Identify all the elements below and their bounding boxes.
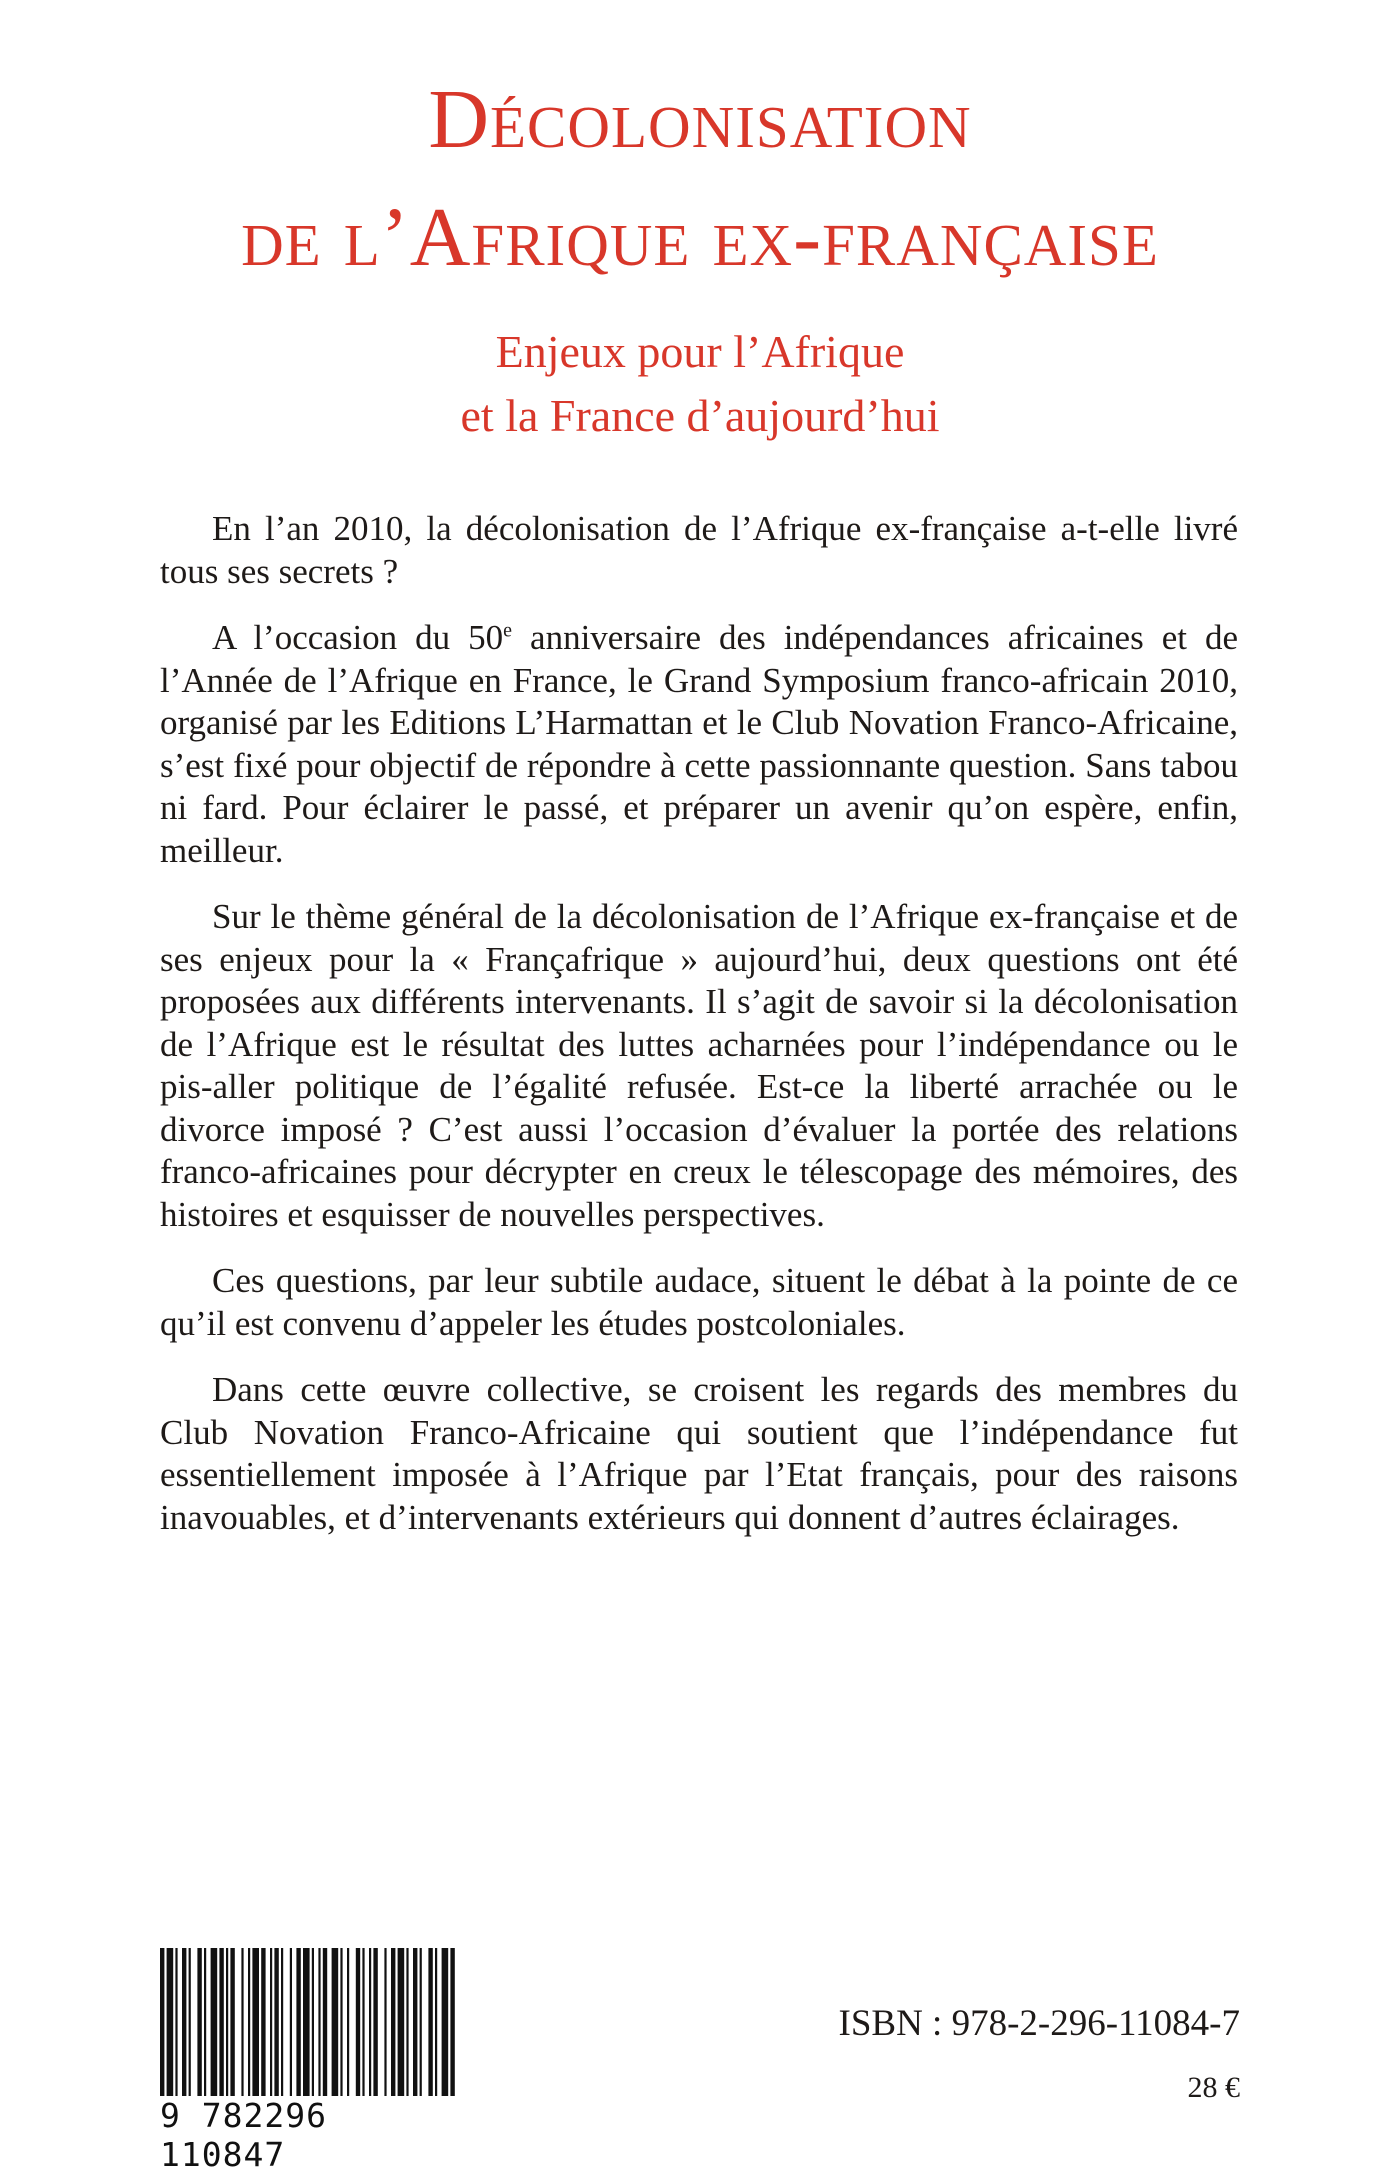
barcode-bar — [406, 1948, 408, 2096]
barcode-bar — [303, 1948, 310, 2113]
price: 28 € — [1187, 2071, 1240, 2104]
barcode-bar — [290, 1948, 292, 2096]
barcode-bar — [373, 1948, 377, 2096]
blurb — [160, 508, 1238, 1563]
isbn: ISBN : 978-2-296-11084-7 — [838, 2003, 1240, 2044]
barcode-bar — [428, 1948, 432, 2096]
barcode-bars — [158, 1948, 458, 2113]
blurb-paragraph-3: Sur le thème général de la décolonisation de l’Afrique ex-française et de ses enjeux pour la « Françafrique » aujourd’hui, deux questions ont été proposées aux différents intervenants. Il s’agit de savoir si la décolonisation de l’Afrique est le résultat des luttes acharnées pour l’indépendance ou le pis-aller politique de l’égalité refusée. Est-ce la liberté arrachée ou le divorce imposé ? C’est aussi l’occasion d’évaluer la portée des relations franco-africaines pour décrypter en creux le télescopage des mémoires, des histoires et esquisser de nouvelles perspectives. — [160, 897, 1238, 1234]
title-block — [0, 73, 1400, 448]
ordinal-superscript: e — [503, 619, 513, 642]
barcode-bar — [391, 1948, 395, 2096]
barcode-bar — [230, 1948, 234, 2096]
barcode-digits: 9 782296 110847 — [158, 2096, 460, 2174]
barcode-bar — [435, 1948, 437, 2096]
barcode-bar — [450, 1948, 454, 2113]
subtitle-line-1: Enjeux pour l’Afrique — [495, 326, 905, 377]
barcode-bar — [340, 1948, 342, 2096]
barcode-bar — [197, 1948, 201, 2096]
book-title-line-2: de l’Afrique ex-française — [241, 191, 1159, 284]
subtitle-line-2: et la France d’aujourd’hui — [460, 390, 940, 441]
barcode-bar — [312, 1948, 314, 2113]
barcode-bar — [369, 1948, 371, 2096]
barcode-bar — [219, 1948, 223, 2096]
barcode-bar — [274, 1948, 278, 2096]
barcode-bar — [182, 1948, 186, 2096]
barcode-bar — [356, 1948, 360, 2096]
barcode-bar — [261, 1948, 265, 2096]
blurb-paragraph-2 — [160, 617, 1238, 872]
barcode-bar — [413, 1948, 417, 2096]
barcode-bar — [442, 1948, 449, 2096]
blurb-paragraph-4: Ces questions, par leur subtile audace, situent le débat à la pointe de ce qu’il est convenu d’appeler les études postcoloniales. — [160, 1261, 1238, 1343]
barcode-bar — [248, 1948, 250, 2096]
barcode-bar — [332, 1948, 339, 2096]
barcode-bar — [241, 1948, 243, 2096]
blurb-paragraph-5: Dans cette œuvre collective, se croisent les regards des membres du Club Novation Franco-Africaine qui soutient que l’indépendance fut essentiellement imposée à l’Afrique par l’Etat français, pour des raisons inavouables, et d’intervenants extérieurs qui donnent d’autres éclairages. — [160, 1370, 1238, 1537]
barcode-bar — [175, 1948, 177, 2096]
barcode-bar — [318, 1948, 320, 2096]
barcode-bar — [420, 1948, 422, 2096]
barcode-bar — [281, 1948, 283, 2096]
barcode-bar — [323, 1948, 327, 2096]
barcode-bar — [384, 1948, 386, 2096]
barcode-bar — [204, 1948, 206, 2096]
book-title-line-1: Décolonisation — [428, 73, 972, 166]
barcode-bar — [398, 1948, 405, 2096]
blurb-paragraph-2-start: A l’occasion du 50 — [212, 618, 504, 657]
barcode-bar — [167, 1948, 174, 2113]
barcode-bar — [362, 1948, 364, 2096]
blurb-paragraph-2-rest: anniversaire des indépendances africaines et de l’Année de l’Afrique en France, le Grand Symposium franco-africain 2010, organisé par les Editions L’Harmattan et le Club Novation Franco-Africaine, s’est fixé pour objectif de répondre à cette passionnante question. Sans tabou ni fard. Pour éclairer le passé, et préparer un avenir qu’on espère, enfin, meilleur. — [160, 618, 1238, 870]
barcode-bar — [347, 1948, 349, 2096]
barcode-bar — [296, 1948, 300, 2096]
blurb-paragraph-1: En l’an 2010, la décolonisation de l’Afrique ex-française a-t-elle livré tous ses secrets ? — [160, 509, 1238, 591]
barcode-bar — [226, 1948, 228, 2096]
barcode-bar — [270, 1948, 272, 2096]
barcode-bar — [211, 1948, 218, 2096]
book-subtitle — [0, 320, 1400, 448]
barcode-bar — [160, 1948, 164, 2113]
barcode-bar — [189, 1948, 191, 2096]
barcode-bar — [252, 1948, 259, 2096]
barcode — [158, 1948, 458, 2174]
